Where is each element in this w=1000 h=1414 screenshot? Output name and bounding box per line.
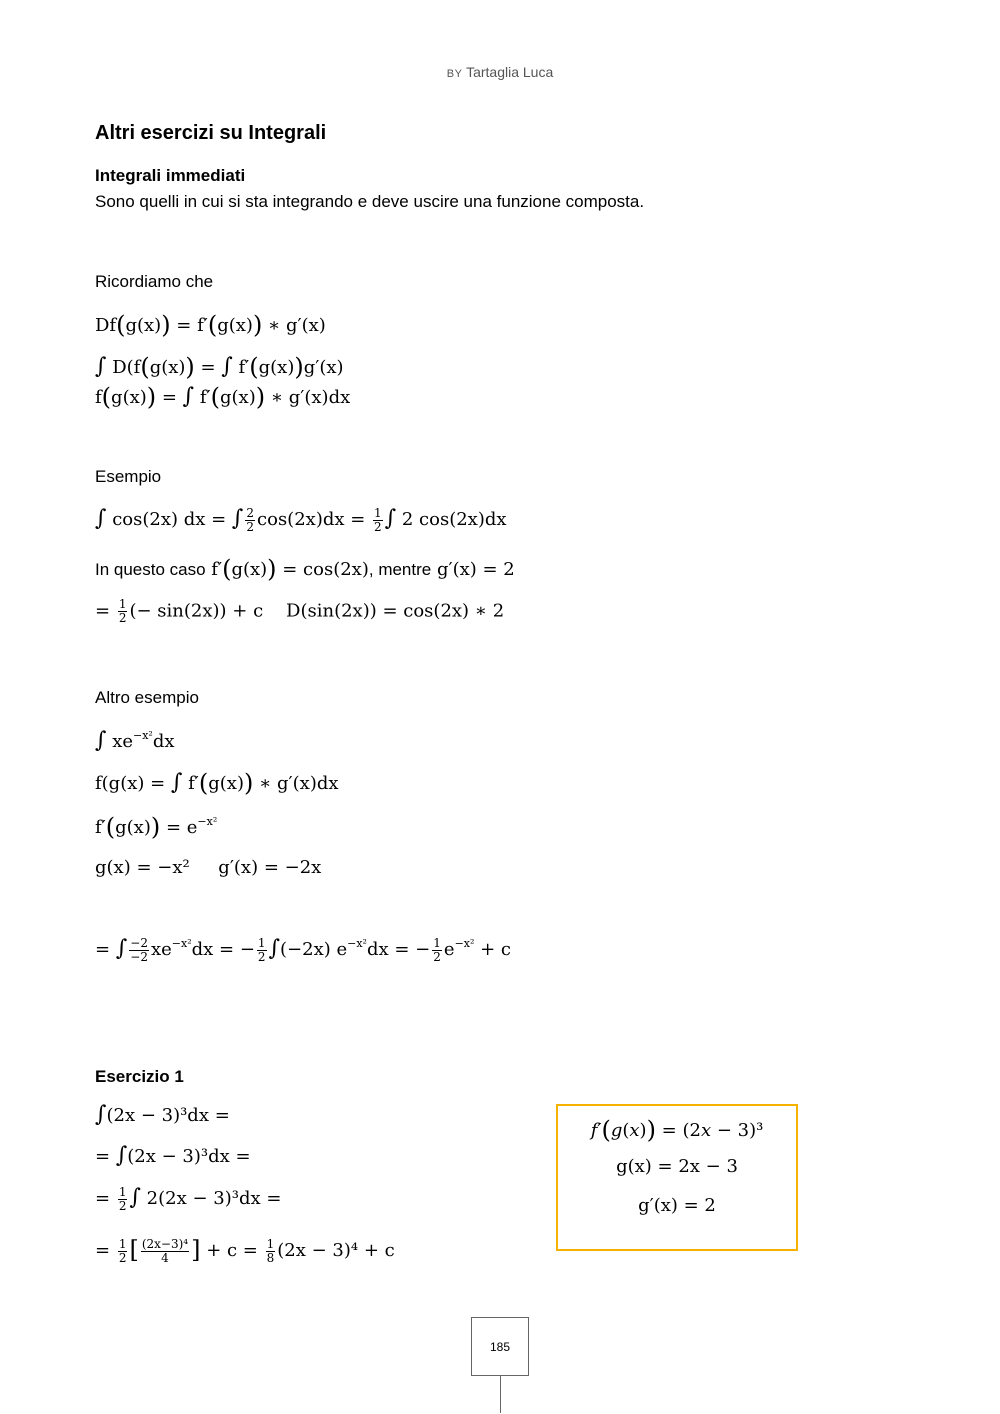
box-row-f: f′(g(x)) = (2x − 3)³ [590,1116,764,1144]
header-author: Tartaglia Luca [466,64,554,80]
altro-formula-5: = ∫ $\frac{-2}{-2}$ $xe^{-x^2}dx$ = − $\frac{1}{2}$ ∫(−2x) $e^{-x^2}dx$ = − $\frac{1}{2}$ $e^{-x^2} + c$ [95,935,512,964]
esercizio-formula-2: = ∫(2x − 3)³dx = [95,1143,251,1168]
altro-formula-1: ∫ $xe^{-x^2}dx$ [95,728,175,753]
page-number: 185 [471,1317,529,1376]
altro-label: Altro esempio [95,688,199,707]
esempio-formula-2: = $\frac{1}{2}$ (− sin(2x)) + c D(sin(2x)) = cos(2x) ∗ 2 [95,597,505,625]
esercizio-label: Esercizio 1 [95,1067,184,1086]
formula-1: Df(g(x)) = f′(g(x)) ∗ g′(x) [95,311,326,339]
page-title: Altri esercizi su Integrali [95,122,327,144]
ricordiamo-label: Ricordiamo che [95,272,214,291]
page-number-line [500,1375,501,1413]
substitution-box [556,1104,798,1251]
esempio-note: In questo caso f′(g(x)) = cos(2x), mentre g′(x) = 2 [95,555,515,583]
section-heading: Integrali immediati [95,166,246,185]
esercizio-formula-1: ∫(2x − 3)³dx = [95,1102,230,1127]
esempio-label: Esempio [95,467,162,486]
formula-3: f(g(x)) = ∫ f′(g(x)) ∗ g′(x)dx [95,383,351,411]
box-row-g: g(x) = 2x − 3 [616,1156,738,1177]
formula-2: ∫ D(f(g(x)) = ∫ f′(g(x))g′(x) [95,353,344,381]
box-row-gprime: g′(x) = 2 [638,1195,716,1216]
esercizio-formula-3: = $\frac{1}{2}$ ∫ 2(2x − 3)³dx = [95,1184,282,1213]
esempio-formula-1: ∫ cos(2x) dx = ∫ $\frac{2}{2}$ cos(2x)dx = $\frac{1}{2}$ ∫ 2 cos(2x)dx [95,505,507,534]
esercizio-formula-4: = $\frac{1}{2}$ [ $\frac{\text{(2x−3)⁴}}{4}$ ] + c = $\frac{1}{8}$ (2x − 3)⁴ + c [95,1236,395,1265]
altro-formula-4: g(x) = −x² g′(x) = −2x [95,857,322,878]
header-by: BY [446,68,463,80]
section-intro: Sono quelli in cui si sta integrando e deve uscire una funzione composta. [95,192,645,211]
page-header [0,64,1000,80]
altro-formula-2: f(g(x) = ∫ f′(g(x)) ∗ g′(x)dx [95,769,339,797]
altro-formula-3: $f'(g(x)) = e^{-x^2}$ [95,813,218,841]
